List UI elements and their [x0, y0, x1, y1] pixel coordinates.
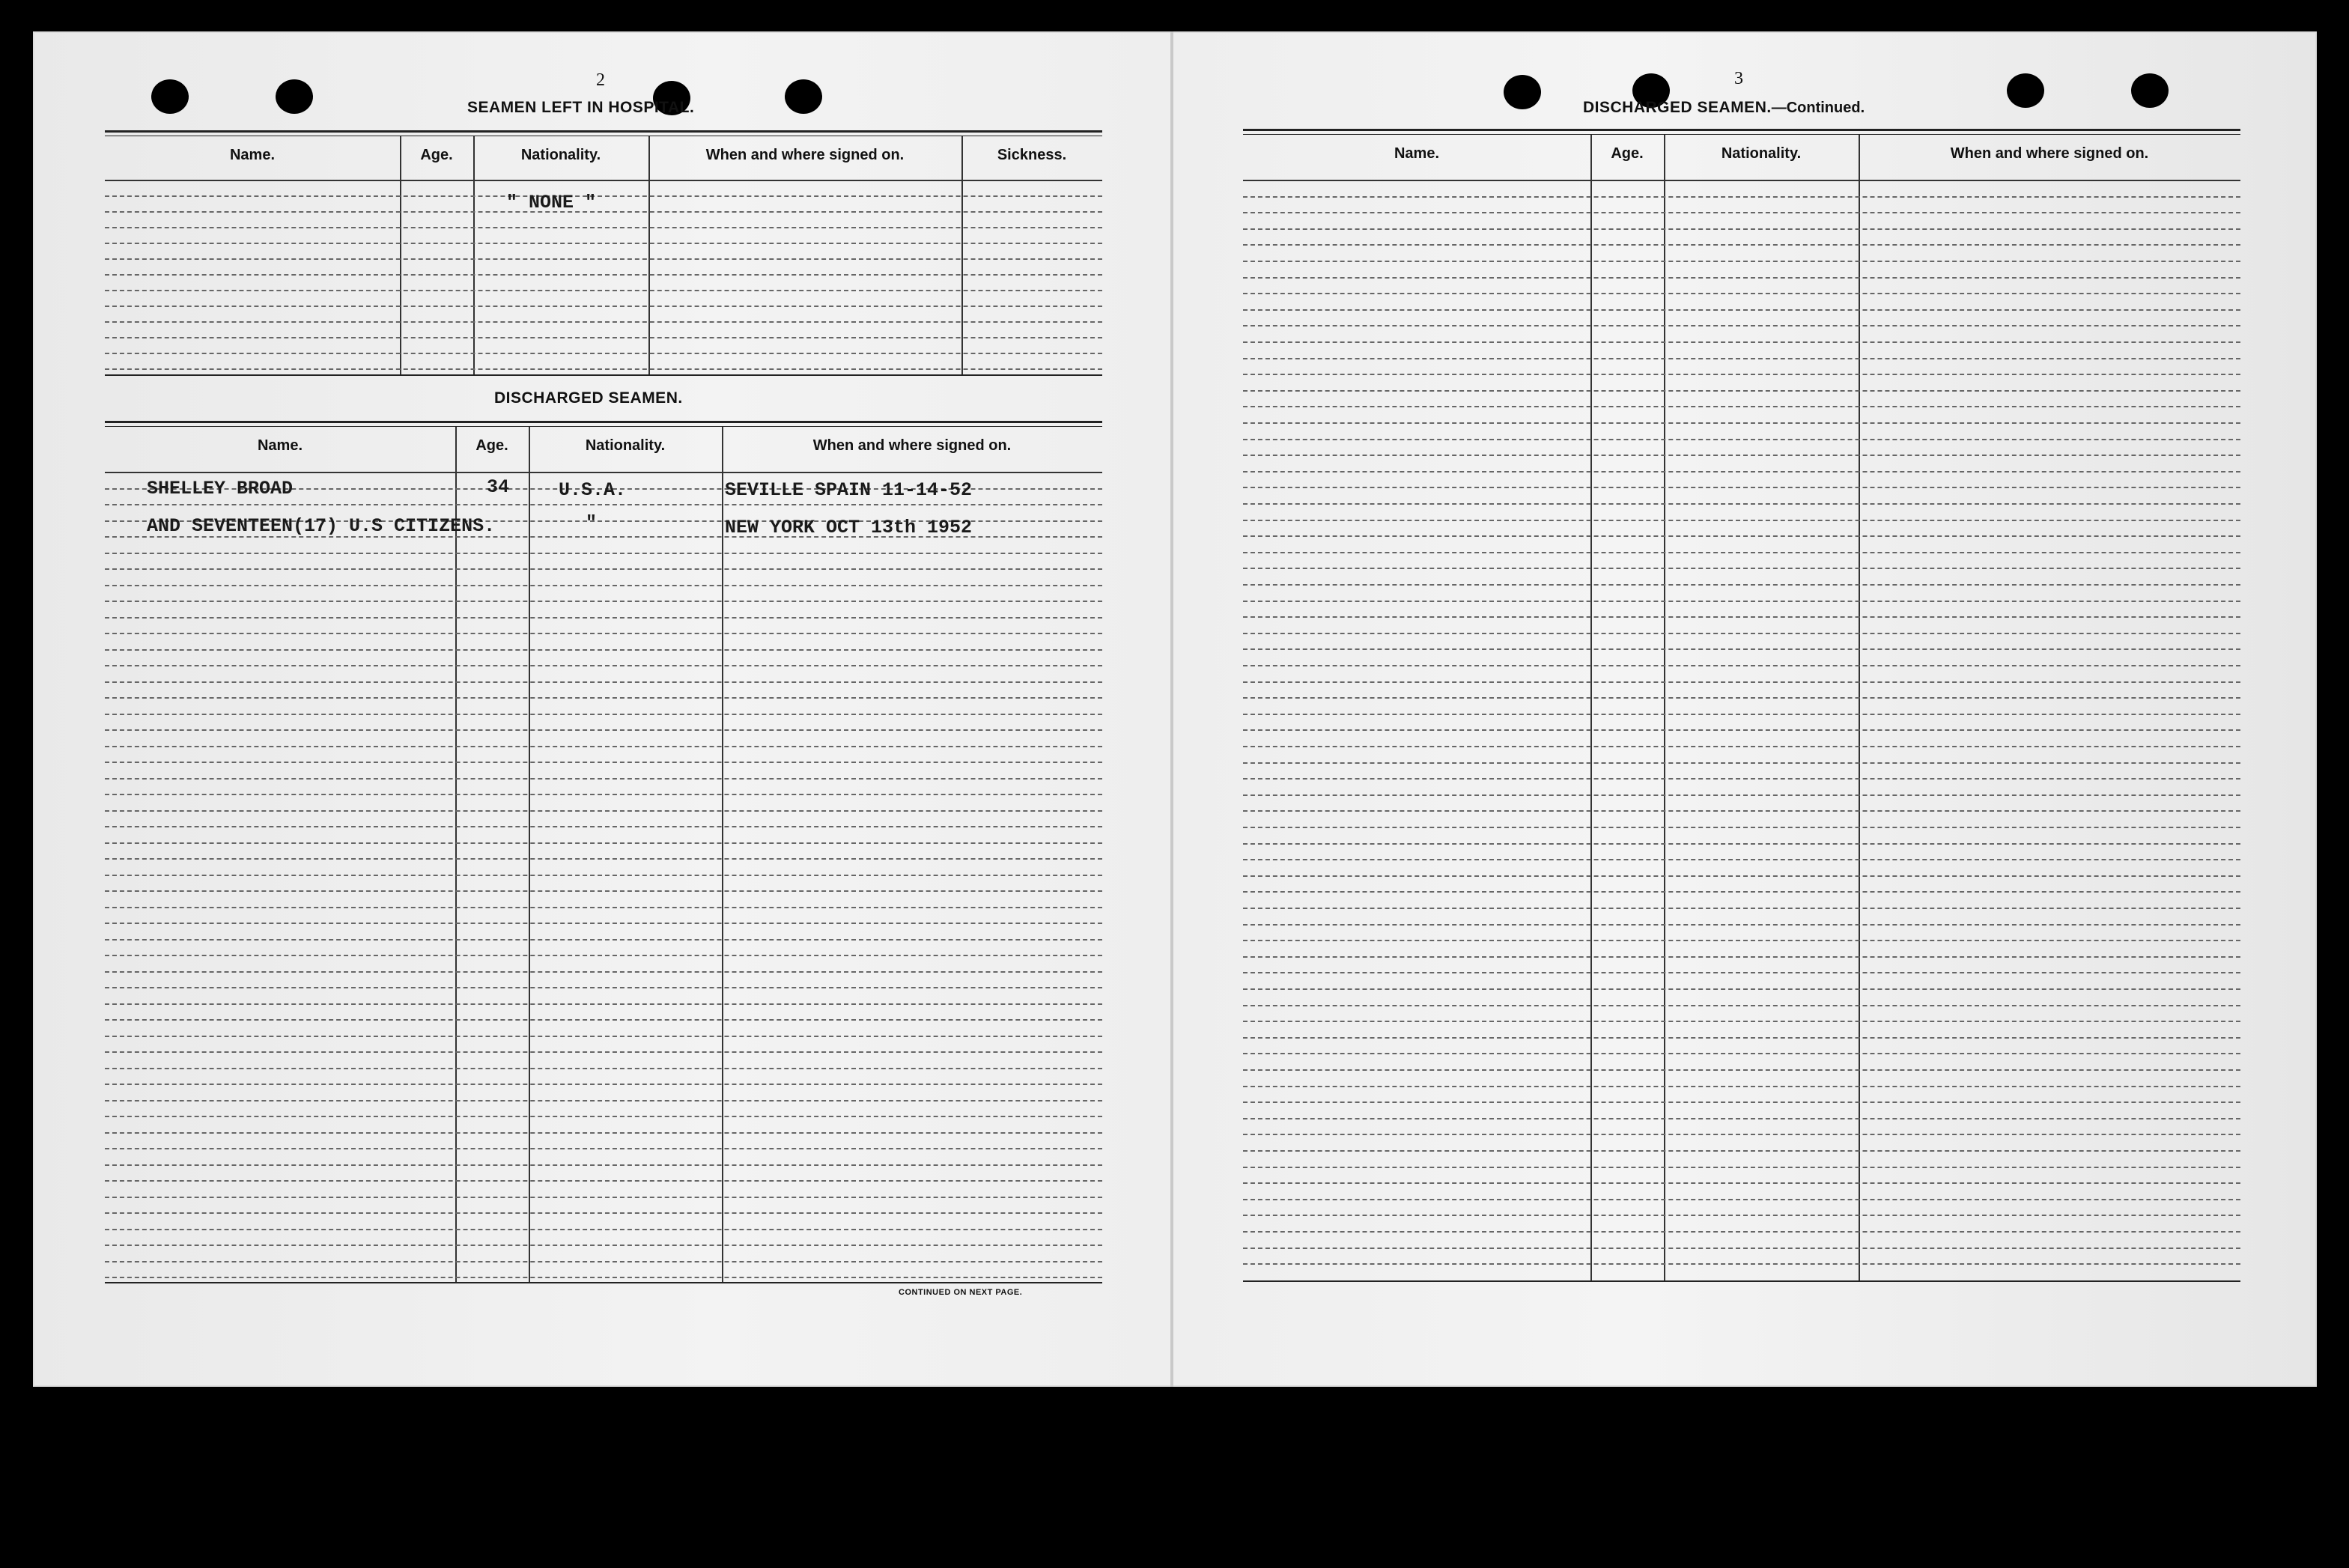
ruled-line [1243, 924, 2240, 926]
ruled-line [1243, 1037, 2240, 1039]
ruled-line [1243, 1101, 2240, 1103]
ruled-line [1243, 1134, 2240, 1135]
hospital-table [105, 130, 1102, 379]
ruled-line [1243, 665, 2240, 666]
ruled-line [1243, 535, 2240, 537]
ruled-line [1243, 1215, 2240, 1216]
discharged-row-2-nationality: " [586, 512, 598, 534]
ruled-line [105, 321, 1102, 323]
ruled-line [105, 306, 1102, 307]
ruled-line [1243, 908, 2240, 909]
ruled-line [1243, 1263, 2240, 1265]
ruled-line [105, 553, 1102, 554]
ruled-line [1243, 1182, 2240, 1184]
col-age-header: Age. [1611, 145, 1644, 162]
ruled-line [105, 714, 1102, 715]
ruled-line [105, 1019, 1102, 1021]
ruled-line [1243, 390, 2240, 392]
ruled-line [105, 810, 1102, 812]
ruled-line [1243, 988, 2240, 990]
page-number-left: 2 [596, 70, 605, 90]
ruled-line [105, 1132, 1102, 1134]
discharged-row-1-signed-on: SEVILLE SPAIN 11-14-52 [725, 479, 973, 501]
ruled-line [105, 842, 1102, 844]
ruled-line [1243, 212, 2240, 213]
ruled-line [1243, 633, 2240, 634]
ruled-line [1243, 455, 2240, 456]
discharged-table [105, 421, 1102, 1282]
page-fold [1170, 31, 1173, 1387]
ruled-line [105, 681, 1102, 683]
discharged-continued-table [1243, 129, 2240, 1283]
ruled-line [1243, 810, 2240, 812]
ruled-line [1243, 891, 2240, 893]
ruled-line [105, 858, 1102, 860]
ruled-line [105, 1100, 1102, 1101]
ruled-line [105, 1036, 1102, 1037]
punch-hole [785, 79, 822, 114]
ruled-line [105, 1084, 1102, 1085]
ruled-line [1243, 972, 2240, 973]
ruled-line [1243, 1021, 2240, 1022]
col-nationality-header: Nationality. [1721, 145, 1802, 162]
ruled-line [1243, 843, 2240, 845]
ruled-line [1243, 584, 2240, 586]
ruled-line [105, 195, 1102, 197]
ruled-line [105, 601, 1102, 602]
ruled-line [105, 697, 1102, 699]
ruled-line [1243, 940, 2240, 941]
ruled-line [1243, 681, 2240, 683]
ruled-line [1243, 277, 2240, 279]
ruled-line [1243, 697, 2240, 699]
ruled-line [105, 353, 1102, 354]
ruled-line [105, 1277, 1102, 1278]
ruled-line [105, 890, 1102, 892]
ruled-line [1243, 196, 2240, 198]
ruled-line [1243, 487, 2240, 488]
discharged-row-1-name: SHELLEY BROAD [147, 478, 294, 499]
ruled-line [1243, 875, 2240, 877]
ruled-line [105, 923, 1102, 924]
ruled-line [105, 955, 1102, 956]
ruled-line [105, 1212, 1102, 1214]
page-number-right: 3 [1734, 69, 1743, 88]
col-signed-on-header: When and where signed on. [705, 147, 905, 163]
ruled-line [105, 1164, 1102, 1166]
ruled-line [1243, 244, 2240, 246]
ruled-line [105, 243, 1102, 244]
discharged-section-title: DISCHARGED SEAMEN. [494, 389, 683, 407]
ruled-line [105, 1148, 1102, 1149]
ruled-line [1243, 358, 2240, 359]
punch-hole [276, 79, 313, 114]
ruled-line [105, 649, 1102, 651]
discharged-row-2-name: AND SEVENTEEN(17) U.S CITIZENS. [147, 515, 496, 537]
ruled-line [105, 227, 1102, 228]
col-nationality-header: Nationality. [585, 437, 666, 454]
ruled-line [1243, 616, 2240, 618]
ruled-line [1243, 1005, 2240, 1006]
ruled-line [1243, 827, 2240, 828]
ruled-line [1243, 794, 2240, 796]
punch-hole [151, 79, 189, 114]
ruled-line [1243, 422, 2240, 424]
ruled-line [1243, 746, 2240, 747]
ruled-line [105, 1229, 1102, 1230]
ruled-line [105, 1261, 1102, 1262]
ruled-line [105, 794, 1102, 795]
ruled-line [1243, 471, 2240, 472]
col-name-header: Name. [1394, 145, 1440, 162]
ruled-line [105, 762, 1102, 763]
ruled-line [1243, 1248, 2240, 1249]
right-section-title [1583, 99, 1865, 117]
col-name-header: Name. [257, 437, 303, 454]
hospital-nationality-value: " NONE " [506, 192, 597, 213]
ruled-line [105, 826, 1102, 827]
ruled-line [1243, 778, 2240, 780]
col-nationality-header: Nationality. [520, 147, 601, 163]
ruled-line [1243, 1199, 2240, 1200]
ruled-line [105, 1051, 1102, 1053]
ruled-line [1243, 325, 2240, 326]
col-signed-on-header: When and where signed on. [1950, 145, 2149, 162]
col-age-header: Age. [420, 147, 453, 163]
ruled-line [1243, 1231, 2240, 1233]
ruled-line [105, 729, 1102, 731]
ruled-line [105, 778, 1102, 780]
ruled-line [1243, 762, 2240, 764]
ruled-line [1243, 439, 2240, 440]
col-sickness-header: Sickness. [997, 147, 1067, 163]
ruled-line [1243, 228, 2240, 230]
punch-hole [2131, 73, 2169, 108]
ruled-line [105, 617, 1102, 619]
ruled-line [1243, 648, 2240, 650]
discharged-row-1-nationality: U.S.A. [559, 479, 627, 501]
ruled-line [105, 1003, 1102, 1005]
ruled-line [105, 875, 1102, 876]
ruled-line [105, 258, 1102, 260]
col-age-header: Age. [475, 437, 508, 454]
ruled-line [105, 1180, 1102, 1182]
ruled-line [105, 971, 1102, 973]
ruled-line [1243, 1086, 2240, 1087]
ruled-line [105, 1068, 1102, 1069]
ruled-line [1243, 1118, 2240, 1119]
ruled-line [105, 504, 1102, 505]
ruled-line [105, 368, 1102, 370]
punch-hole [2007, 73, 2044, 108]
col-name-header: Name. [229, 147, 276, 163]
ruled-line [1243, 1053, 2240, 1054]
ruled-line [1243, 293, 2240, 294]
ruled-line [105, 633, 1102, 634]
discharged-row-2-signed-on: NEW YORK OCT 13th 1952 [725, 517, 973, 538]
ruled-line [1243, 859, 2240, 860]
hospital-section-title: SEAMEN LEFT IN HOSPITAL. [467, 99, 695, 116]
continued-footer: CONTINUED ON NEXT PAGE. [899, 1288, 1023, 1297]
ruled-line [1243, 309, 2240, 311]
ruled-line [1243, 601, 2240, 602]
ruled-line [105, 337, 1102, 338]
right-section-title-continued: —Continued. [1771, 100, 1865, 116]
ruled-line [105, 907, 1102, 908]
ruled-line [1243, 1069, 2240, 1071]
punch-hole [1504, 75, 1541, 109]
ruled-line [105, 746, 1102, 747]
ruled-line [1243, 1150, 2240, 1152]
ruled-line [105, 290, 1102, 291]
ruled-line [105, 1116, 1102, 1117]
ruled-line [1243, 341, 2240, 343]
ruled-line [105, 987, 1102, 988]
ruled-line [1243, 503, 2240, 505]
ruled-line [105, 568, 1102, 570]
ruled-line [105, 274, 1102, 276]
ruled-line [1243, 714, 2240, 715]
ruled-line [1243, 568, 2240, 569]
ruled-line [1243, 406, 2240, 407]
ruled-line [1243, 261, 2240, 262]
ruled-line [105, 585, 1102, 586]
ruled-line [105, 939, 1102, 941]
ruled-line [105, 665, 1102, 666]
ruled-line [105, 1245, 1102, 1246]
right-section-title-main: DISCHARGED SEAMEN. [1583, 99, 1772, 116]
ruled-line [105, 1197, 1102, 1198]
ruled-line [1243, 956, 2240, 958]
ruled-line [1243, 552, 2240, 553]
discharged-row-1-age: 34 [487, 476, 510, 498]
ruled-line [105, 211, 1102, 213]
ruled-line [1243, 1167, 2240, 1168]
ruled-line [1243, 374, 2240, 375]
ruled-line [1243, 729, 2240, 731]
col-signed-on-header: When and where signed on. [812, 437, 1012, 454]
ruled-line [1243, 520, 2240, 521]
